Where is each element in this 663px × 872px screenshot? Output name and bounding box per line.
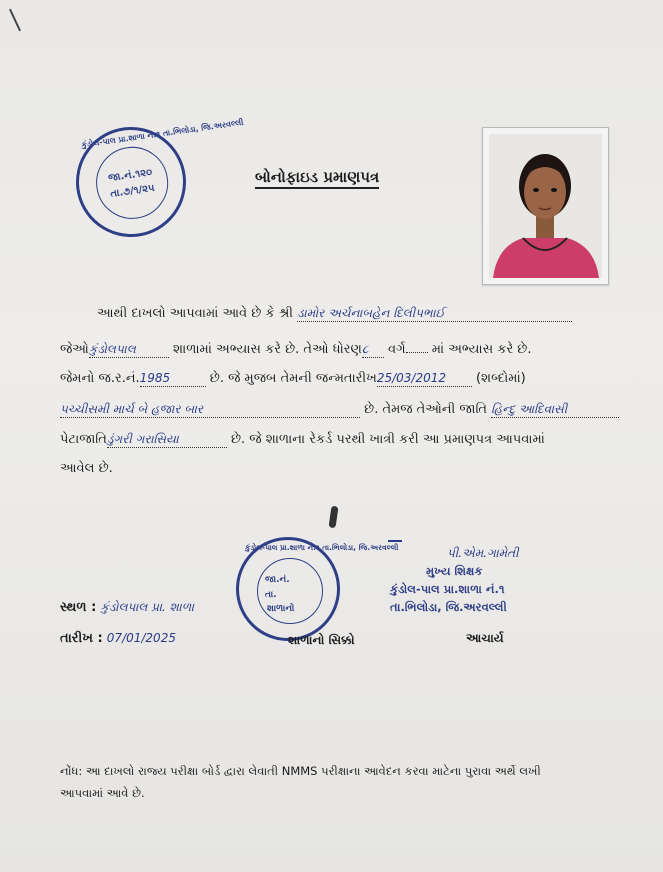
student-photo bbox=[482, 127, 609, 285]
birth-date: 25/03/2012 bbox=[376, 371, 447, 385]
date-value: 07/01/2025 bbox=[106, 631, 176, 645]
pen-mark bbox=[9, 9, 21, 32]
subcaste-value: ડુંગરી ગરાસિયા bbox=[106, 432, 179, 446]
stamp-field-date: તા.૭/૧/૨૫ bbox=[109, 182, 156, 200]
ink-blot bbox=[329, 506, 339, 529]
place-row: સ્થળ : કુંડોલપાલ પ્રા. શાળા bbox=[60, 600, 195, 615]
date-row: તારીખ : 07/01/2025 bbox=[60, 631, 176, 646]
clerk-label: શાળાનો સિક્કો bbox=[288, 633, 355, 647]
standard-value: ૮ bbox=[361, 342, 369, 356]
body-line-2: જેઓકુંડોલપાલ શાળામાં અભ્યાસ કરે છે. તેઓ ધોરણ૮ વર્ગ માં અભ્યાસ કરે છે. bbox=[60, 342, 532, 357]
note bbox=[60, 760, 620, 804]
place-value: કુંડોલપાલ પ્રા. શાળા bbox=[100, 600, 195, 614]
body-line-1: આથી દાખલો આપવામાં આવે છે કે શ્રી ડામોર અર્ચનાબહેન દિલીપભાઈ bbox=[97, 306, 572, 322]
signature-stroke bbox=[388, 540, 402, 542]
birth-date-words: પચ્ચીસમી માર્ચ બે હજાર બાર bbox=[60, 402, 204, 416]
body-line-5: પેટાજાતિડુંગરી ગરાસિયા છે. જે શાળાના રેકર્ડ પરથી ખાત્રી કરી આ પ્રમાણપત્ર આપવામાં bbox=[60, 432, 545, 447]
caste-value: હિન્દુ આદિવાસી bbox=[491, 402, 568, 416]
school-name: કુંડોલપાલ bbox=[88, 342, 136, 356]
note-line-2: આપવામાં આવે છે. bbox=[60, 786, 145, 800]
body-line-4: પચ્ચીસમી માર્ચ બે હજાર બાર છે. તેમજ તેઓની જાતિ હિન્દુ આદિવાસી bbox=[60, 402, 619, 418]
stamp-ring-text: કુંડોલ-પાલ પ્રા.શાળા નં.૧ તા.ભિલોડા, જિ.અરવલ્લી bbox=[80, 117, 245, 150]
stamp-field-ref: જા.નં. bbox=[265, 575, 290, 585]
document-title: બોનોફાઇડ પ્રમાણપત્ર bbox=[255, 168, 379, 189]
stamp-field-ref: જા.નં.૧૨૦ bbox=[107, 167, 153, 185]
register-number: 1985 bbox=[139, 371, 171, 385]
student-name: ડામોર અર્ચનાબહેન દિલીપભાઈ bbox=[297, 306, 445, 320]
stamp-ring-text: કુંડોલ-પાલ પ્રા.શાળા નં.૧ તા.ભિલોડા, જિ.અરવલ્લી bbox=[245, 543, 399, 552]
principal-signature: પી.એમ.ગામેતી bbox=[447, 546, 519, 560]
body-line-3: જેમનો જ.ર.નં.1985 છે. જે મુજબ તેમની જન્મતારીખ25/03/2012 (શબ્દોમાં) bbox=[60, 371, 526, 386]
principal-stamp: મુખ્ય શિક્ષક કુંડોલ-પાલ પ્રા.શાળા નં.૧ તા.ભિલોડા, જિ.અરવલ્લી bbox=[390, 564, 507, 614]
principal-label: આચાર્ય bbox=[466, 631, 504, 645]
school-stamp-top bbox=[69, 117, 245, 244]
stamp-center-text: શાળાનો bbox=[267, 604, 295, 614]
body-line-6: આવેલ છે. bbox=[60, 461, 113, 476]
note-line-1: નોંધ: આ દાખલો રાજ્ય પરીક્ષા બોર્ડ દ્વારા લેવાતી NMMS પરીક્ષાના આવેદન કરવા માટેના પુરાવા અર્થે લખી bbox=[60, 764, 541, 778]
stamp-field-date: તા. bbox=[265, 590, 277, 600]
